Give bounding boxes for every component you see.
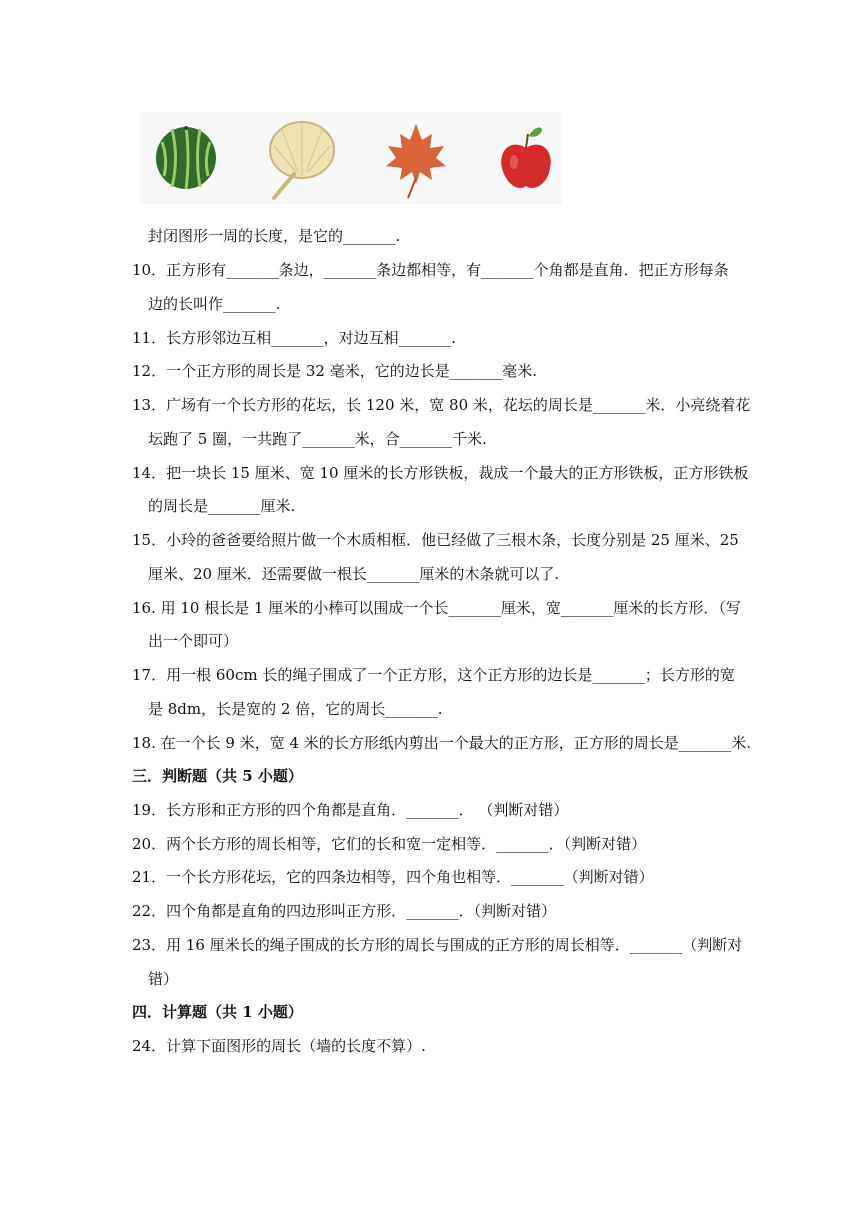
question-14: 14．把一块长 15 厘米、宽 10 厘米的长方形铁板，裁成一个最大的正方形铁板，正方形铁板 — [132, 464, 749, 482]
question-16: 16. 用 10 根长是 1 厘米的小棒可以围成一个长_______厘米，宽_______厘米的长方形．（写 — [132, 599, 741, 617]
question-18: 18. 在一个长 9 米，宽 4 米的长方形纸内剪出一个最大的正方形，正方形的周长是_______米. — [132, 734, 752, 752]
text-line: 坛跑了 5 圈，一共跑了_______米，合_______千米. — [148, 430, 487, 448]
question-24: 24．计算下面图形的周长（墙的长度不算）. — [132, 1037, 426, 1055]
fan-icon — [258, 112, 338, 204]
question-15: 15．小玲的爸爸要给照片做一个木质相框．他已经做了三根木条，长度分别是 25 厘米、25 — [132, 531, 739, 549]
text-line: 边的长叫作_______. — [148, 295, 281, 313]
question-23: 23．用 16 厘米长的绳子围成的长方形的周长与围成的正方形的周长相等．_______（判断对 — [132, 936, 743, 954]
text-line: 厘米、20 厘米．还需要做一根长_______厘米的木条就可以了. — [148, 565, 560, 583]
maple-leaf-icon — [376, 112, 456, 204]
question-19: 19．长方形和正方形的四个角都是直角．_______． （判断对错） — [132, 801, 569, 819]
text-line: 出一个即可） — [148, 632, 239, 650]
watermelon-icon — [152, 112, 222, 204]
question-10: 10．正方形有_______条边，_______条边都相等，有_______个角都是直角．把正方形每条 — [132, 261, 729, 279]
question-21: 21．一个长方形花坛，它的四条边相等，四个角也相等．_______（判断对错） — [132, 868, 654, 886]
question-12: 12．一个正方形的周长是 32 毫米，它的边长是_______毫米. — [132, 362, 537, 380]
section-heading-judgement: 三．判断题（共 5 小题） — [132, 767, 303, 785]
question-20: 20．两个长方形的周长相等，它们的长和宽一定相等．_______．（判断对错） — [132, 835, 647, 853]
text-line: 的周长是_______厘米. — [148, 497, 296, 515]
text-line: 是 8dm，长是宽的 2 倍，它的周长_______. — [148, 700, 443, 718]
question-13: 13．广场有一个长方形的花坛，长 120 米，宽 80 米，花坛的周长是_______米．小亮绕着花 — [132, 396, 751, 414]
apple-icon — [492, 112, 562, 204]
text-line: 错） — [148, 970, 179, 988]
text-line: 封闭图形一周的长度，是它的_______. — [148, 227, 401, 245]
question-17: 17．用一根 60cm 长的绳子围成了一个正方形，这个正方形的边长是_______；长方形的宽 — [132, 666, 735, 684]
shape-pictures — [140, 112, 562, 204]
section-heading-calculation: 四．计算题（共 1 小题） — [132, 1003, 303, 1021]
question-11: 11．长方形邻边互相_______，对边互相_______. — [132, 329, 456, 347]
question-22: 22．四个角都是直角的四边形叫正方形．_______．（判断对错） — [132, 902, 557, 920]
